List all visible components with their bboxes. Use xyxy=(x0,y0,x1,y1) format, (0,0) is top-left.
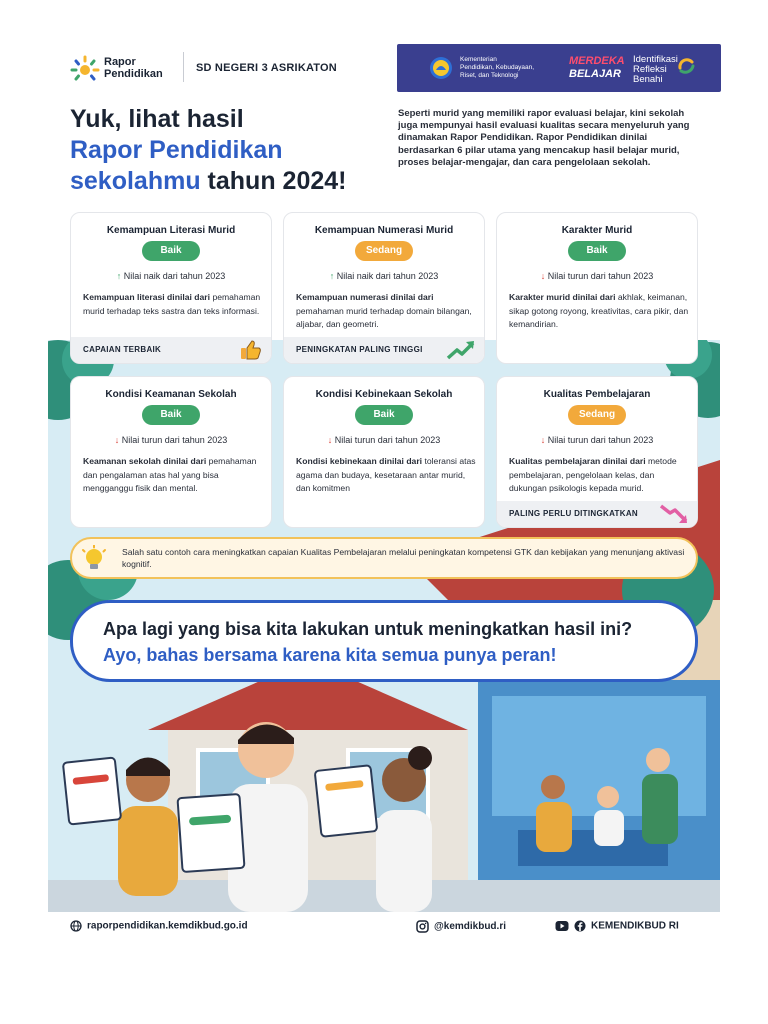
school-name: SD NEGERI 3 ASRIKATON xyxy=(196,62,337,74)
trend-label: Nilai naik dari tahun 2023 xyxy=(123,271,226,281)
trend-down-icon xyxy=(659,503,689,525)
status-badge: Baik xyxy=(142,241,200,261)
kemdikbud-text xyxy=(460,56,550,80)
card-description xyxy=(296,455,476,496)
description-bold: Keamanan sekolah dinilai dari xyxy=(83,456,207,466)
card-footer xyxy=(497,501,697,527)
globe-icon xyxy=(70,920,82,932)
callout-invitation: Ayo, bahas bersama karena kita semua punya peran! xyxy=(103,645,557,665)
website-text: rapor​pendidikan.kemdikbud.go.id xyxy=(87,920,248,932)
social-link[interactable] xyxy=(555,920,679,932)
header-divider xyxy=(183,52,184,82)
merdeka-belajar-logo xyxy=(569,55,625,81)
status-badge: Baik xyxy=(568,241,626,261)
card-description xyxy=(83,291,263,318)
sun-logo-icon xyxy=(70,54,100,84)
trend-label: Nilai turun dari tahun 2023 xyxy=(334,435,441,445)
card-title: Kondisi Kebinekaan Sekolah xyxy=(315,389,453,400)
trend-text xyxy=(284,271,484,281)
title-line-3-highlight: sekolahmu xyxy=(70,167,201,195)
intro-paragraph: Seperti murid yang memiliki rapor evaluasi belajar, kini sekolah juga mempunyai hasil evaluasi kualitas secara menyeluruh yang dinamakan Rapor Pendidikan. Rapor Pendidikan dinilai berdasarkan 6 pilar utama yang mencakup hasil belajar murid, proses belajar-mengajar, dan cara pengelolaan sekolah. xyxy=(398,108,690,168)
card-literasi xyxy=(70,212,272,364)
irb-line-2: Refleksi xyxy=(633,64,667,75)
card-karakter xyxy=(496,212,698,364)
kemdikbud-line-2: Pendidikan, Kebudayaan, xyxy=(460,64,535,71)
status-badge: Sedang xyxy=(355,241,413,261)
description-bold: Kondisi kebinekaan dinilai dari xyxy=(296,456,423,466)
title-line-2: Rapor Pendidikan xyxy=(70,136,283,164)
trend-label: Nilai naik dari tahun 2023 xyxy=(336,271,439,281)
discussion-callout xyxy=(70,600,698,682)
status-badge: Baik xyxy=(355,405,413,425)
card-kebinekaan xyxy=(283,376,485,528)
arrow-down-icon: ↓ xyxy=(540,271,546,281)
description-rest: pemahaman murid terhadap teks sastra dan teks informasi. xyxy=(83,292,261,316)
arrow-up-icon: ↑ xyxy=(329,271,335,281)
youtube-icon xyxy=(555,920,569,932)
irb-line-1: Identifikasi xyxy=(633,54,678,65)
trend-text xyxy=(284,435,484,445)
footer-label: CAPAIAN TERBAIK xyxy=(83,345,162,354)
trend-text xyxy=(71,271,271,281)
footer xyxy=(0,914,768,940)
kemdikbud-line-3: Riset, dan Teknologi xyxy=(460,72,519,79)
merdeka-line-1: MERDEKA xyxy=(569,55,625,67)
website-link[interactable] xyxy=(70,920,248,932)
footer-label: PALING PERLU DITINGKATKAN xyxy=(509,509,638,518)
tut-wuri-handayani-icon xyxy=(429,56,453,80)
arrow-down-icon: ↓ xyxy=(540,435,546,445)
card-title: Kemampuan Numerasi Murid xyxy=(314,225,454,236)
description-bold: Kualitas pembelajaran dinilai dari xyxy=(509,456,646,466)
lightbulb-icon xyxy=(80,545,108,573)
card-title: Kualitas Pembelajaran xyxy=(543,389,651,400)
tip-text: Salah satu contoh cara meningkatkan capaian Kualitas Pembelajaran melalui peningkatan kompetensi GTK dan kebijakan yang menunjang aktivasi kognitif. xyxy=(122,547,685,569)
title-line-1: Yuk, lihat hasil xyxy=(70,105,244,133)
description-rest: metode pembelajaran, pengelolaan kelas, dan dukungan psikologis kepada murid. xyxy=(509,456,677,494)
description-rest: toleransi atas agama dan budaya, kesetaraan antar murid, dan komitmen xyxy=(296,456,476,494)
status-badge: Sedang xyxy=(568,405,626,425)
irb-arc-icon xyxy=(677,56,695,74)
arrow-up-icon: ↑ xyxy=(116,271,122,281)
facebook-icon xyxy=(574,920,586,932)
logo-line-2: Pendidikan xyxy=(104,68,163,80)
description-rest: pemahaman murid terhadap domain bilangan, aljabar, dan geometri. xyxy=(296,305,472,330)
instagram-text: @kemdikbud.ri xyxy=(434,921,506,933)
instagram-link[interactable] xyxy=(416,920,506,933)
card-footer xyxy=(71,337,271,363)
status-badge: Baik xyxy=(142,405,200,425)
card-footer xyxy=(284,337,484,363)
arrow-down-icon: ↓ xyxy=(114,435,120,445)
card-kualitas-pembelajaran xyxy=(496,376,698,528)
thumbs-up-icon xyxy=(239,339,263,361)
card-keamanan xyxy=(70,376,272,528)
trend-text xyxy=(497,271,697,281)
trend-text xyxy=(497,435,697,445)
description-rest: akhlak, keimanan, sikap gotong royong, kreativitas, cara pikir, dan kemandirian. xyxy=(509,292,689,330)
description-bold: Karakter murid dinilai dari xyxy=(509,292,616,302)
card-numerasi xyxy=(283,212,485,364)
tip-banner xyxy=(70,537,698,579)
logo-line-1: Rapor xyxy=(104,56,136,68)
description-bold: Kemampuan literasi dinilai dari xyxy=(83,292,211,302)
card-description xyxy=(509,455,689,496)
card-title: Karakter Murid xyxy=(561,225,633,236)
irb-line-3: Benahi xyxy=(633,74,663,85)
card-description xyxy=(83,455,263,496)
merdeka-line-2: BELAJAR xyxy=(569,68,621,80)
footer-label: PENINGKATAN PALING TINGGI xyxy=(296,345,423,354)
callout-question: Apa lagi yang bisa kita lakukan untuk meningkatkan hasil ini? xyxy=(103,619,633,639)
kemdikbud-line-1: Kementerian xyxy=(460,56,497,63)
header xyxy=(0,40,768,96)
trend-label: Nilai turun dari tahun 2023 xyxy=(121,435,228,445)
title-line-3 xyxy=(70,166,346,197)
card-title: Kemampuan Literasi Murid xyxy=(106,225,236,236)
description-bold: Kemampuan numerasi dinilai dari xyxy=(296,292,434,302)
card-description xyxy=(296,291,476,332)
trend-label: Nilai turun dari tahun 2023 xyxy=(547,271,654,281)
trend-text xyxy=(71,435,271,445)
card-title: Kondisi Keamanan Sekolah xyxy=(105,389,237,400)
rapor-pendidikan-logo xyxy=(70,52,180,86)
partner-banner xyxy=(397,44,721,92)
social-text: KEMENDIKBUD RI xyxy=(591,920,679,932)
trend-up-icon xyxy=(446,339,476,361)
instagram-icon xyxy=(416,920,429,933)
card-description xyxy=(509,291,689,332)
title-line-3-rest: tahun 2024! xyxy=(200,167,347,195)
trend-label: Nilai turun dari tahun 2023 xyxy=(547,435,654,445)
page-title xyxy=(70,104,346,197)
description-rest: pemahaman dan pengalaman atas hal yang bisa mengganggu fisik dan mental. xyxy=(83,456,257,494)
arrow-down-icon: ↓ xyxy=(327,435,333,445)
